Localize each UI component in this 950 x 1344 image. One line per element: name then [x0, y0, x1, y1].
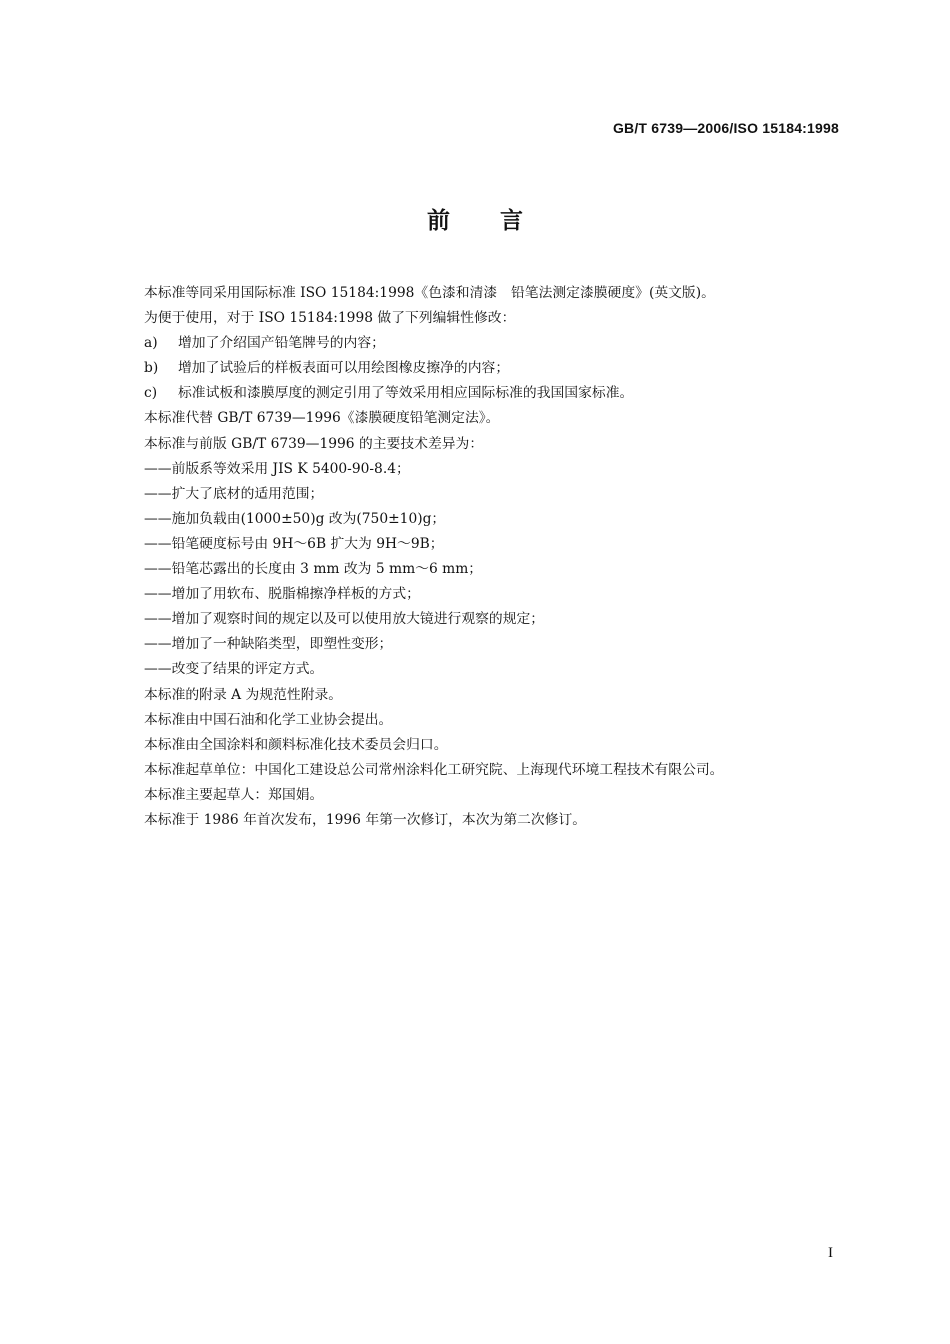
paragraph-committee: 本标准由全国涂料和颜料标准化技术委员会归口。: [144, 736, 448, 753]
difference-item: ——铅笔硬度标号由 9H～6B 扩大为 9H～9B；: [144, 535, 444, 552]
edit-item-b: [144, 356, 844, 381]
difference-item: ——施加负载由(1000±50)g 改为(750±10)g；: [144, 510, 446, 527]
paragraph-history: 本标准于 1986 年首次发布，1996 年第一次修订，本次为第二次修订。: [144, 811, 587, 828]
difference-item: ——增加了一种缺陷类型，即塑性变形；: [144, 636, 393, 653]
paragraph-drafter: 本标准主要起草人：郑国娟。: [144, 786, 324, 803]
list-marker: a): [144, 335, 158, 352]
difference-item: ——前版系等效采用 JIS K 5400-90-8.4；: [144, 460, 410, 477]
difference-item: ——铅笔芯露出的长度由 3 mm 改为 5 mm～6 mm；: [144, 561, 483, 578]
paragraph-replaces: 本标准代替 GB/T 6739—1996《漆膜硬度铅笔测定法》。: [144, 410, 500, 427]
list-item-text: 增加了试验后的样板表面可以用绘图橡皮擦净的内容；: [178, 360, 510, 377]
list-item-text: 增加了介绍国产铅笔牌号的内容；: [178, 335, 385, 352]
paragraph-proposer: 本标准由中国石油和化学工业协会提出。: [144, 711, 393, 728]
difference-item: ——增加了观察时间的规定以及可以使用放大镜进行观察的规定；: [144, 611, 545, 628]
foreword-body: [144, 281, 844, 833]
edit-item-c: [144, 381, 844, 406]
paragraph-differences-intro: 本标准与前版 GB/T 6739—1996 的主要技术差异为：: [144, 435, 484, 452]
paragraph-annex: 本标准的附录 A 为规范性附录。: [144, 686, 343, 703]
page-number: I: [828, 1245, 833, 1261]
page-title: 前言: [427, 208, 573, 234]
paragraph-adoption: 本标准等同采用国际标准 ISO 15184:1998《色漆和清漆 铅笔法测定漆膜硬度》(英文版)。: [144, 285, 715, 301]
list-marker: b): [144, 360, 159, 377]
difference-item: ——增加了用软布、脱脂棉擦净样板的方式；: [144, 586, 420, 603]
difference-item: ——扩大了底材的适用范围；: [144, 485, 324, 502]
paragraph-drafting-units: 本标准起草单位：中国化工建设总公司常州涂料化工研究院、上海现代环境工程技术有限公司。: [144, 761, 724, 778]
edit-item-a: [144, 331, 844, 356]
standard-code-header: GB/T 6739—2006/ISO 15184:1998: [612, 120, 839, 136]
list-marker: c): [144, 385, 158, 402]
paragraph-edits-intro: 为便于使用，对于 ISO 15184:1998 做了下列编辑性修改：: [144, 310, 516, 327]
list-item-text: 标准试板和漆膜厚度的测定引用了等效采用相应国际标准的我国国家标准。: [178, 385, 634, 402]
difference-item: ——改变了结果的评定方式。: [144, 661, 324, 678]
